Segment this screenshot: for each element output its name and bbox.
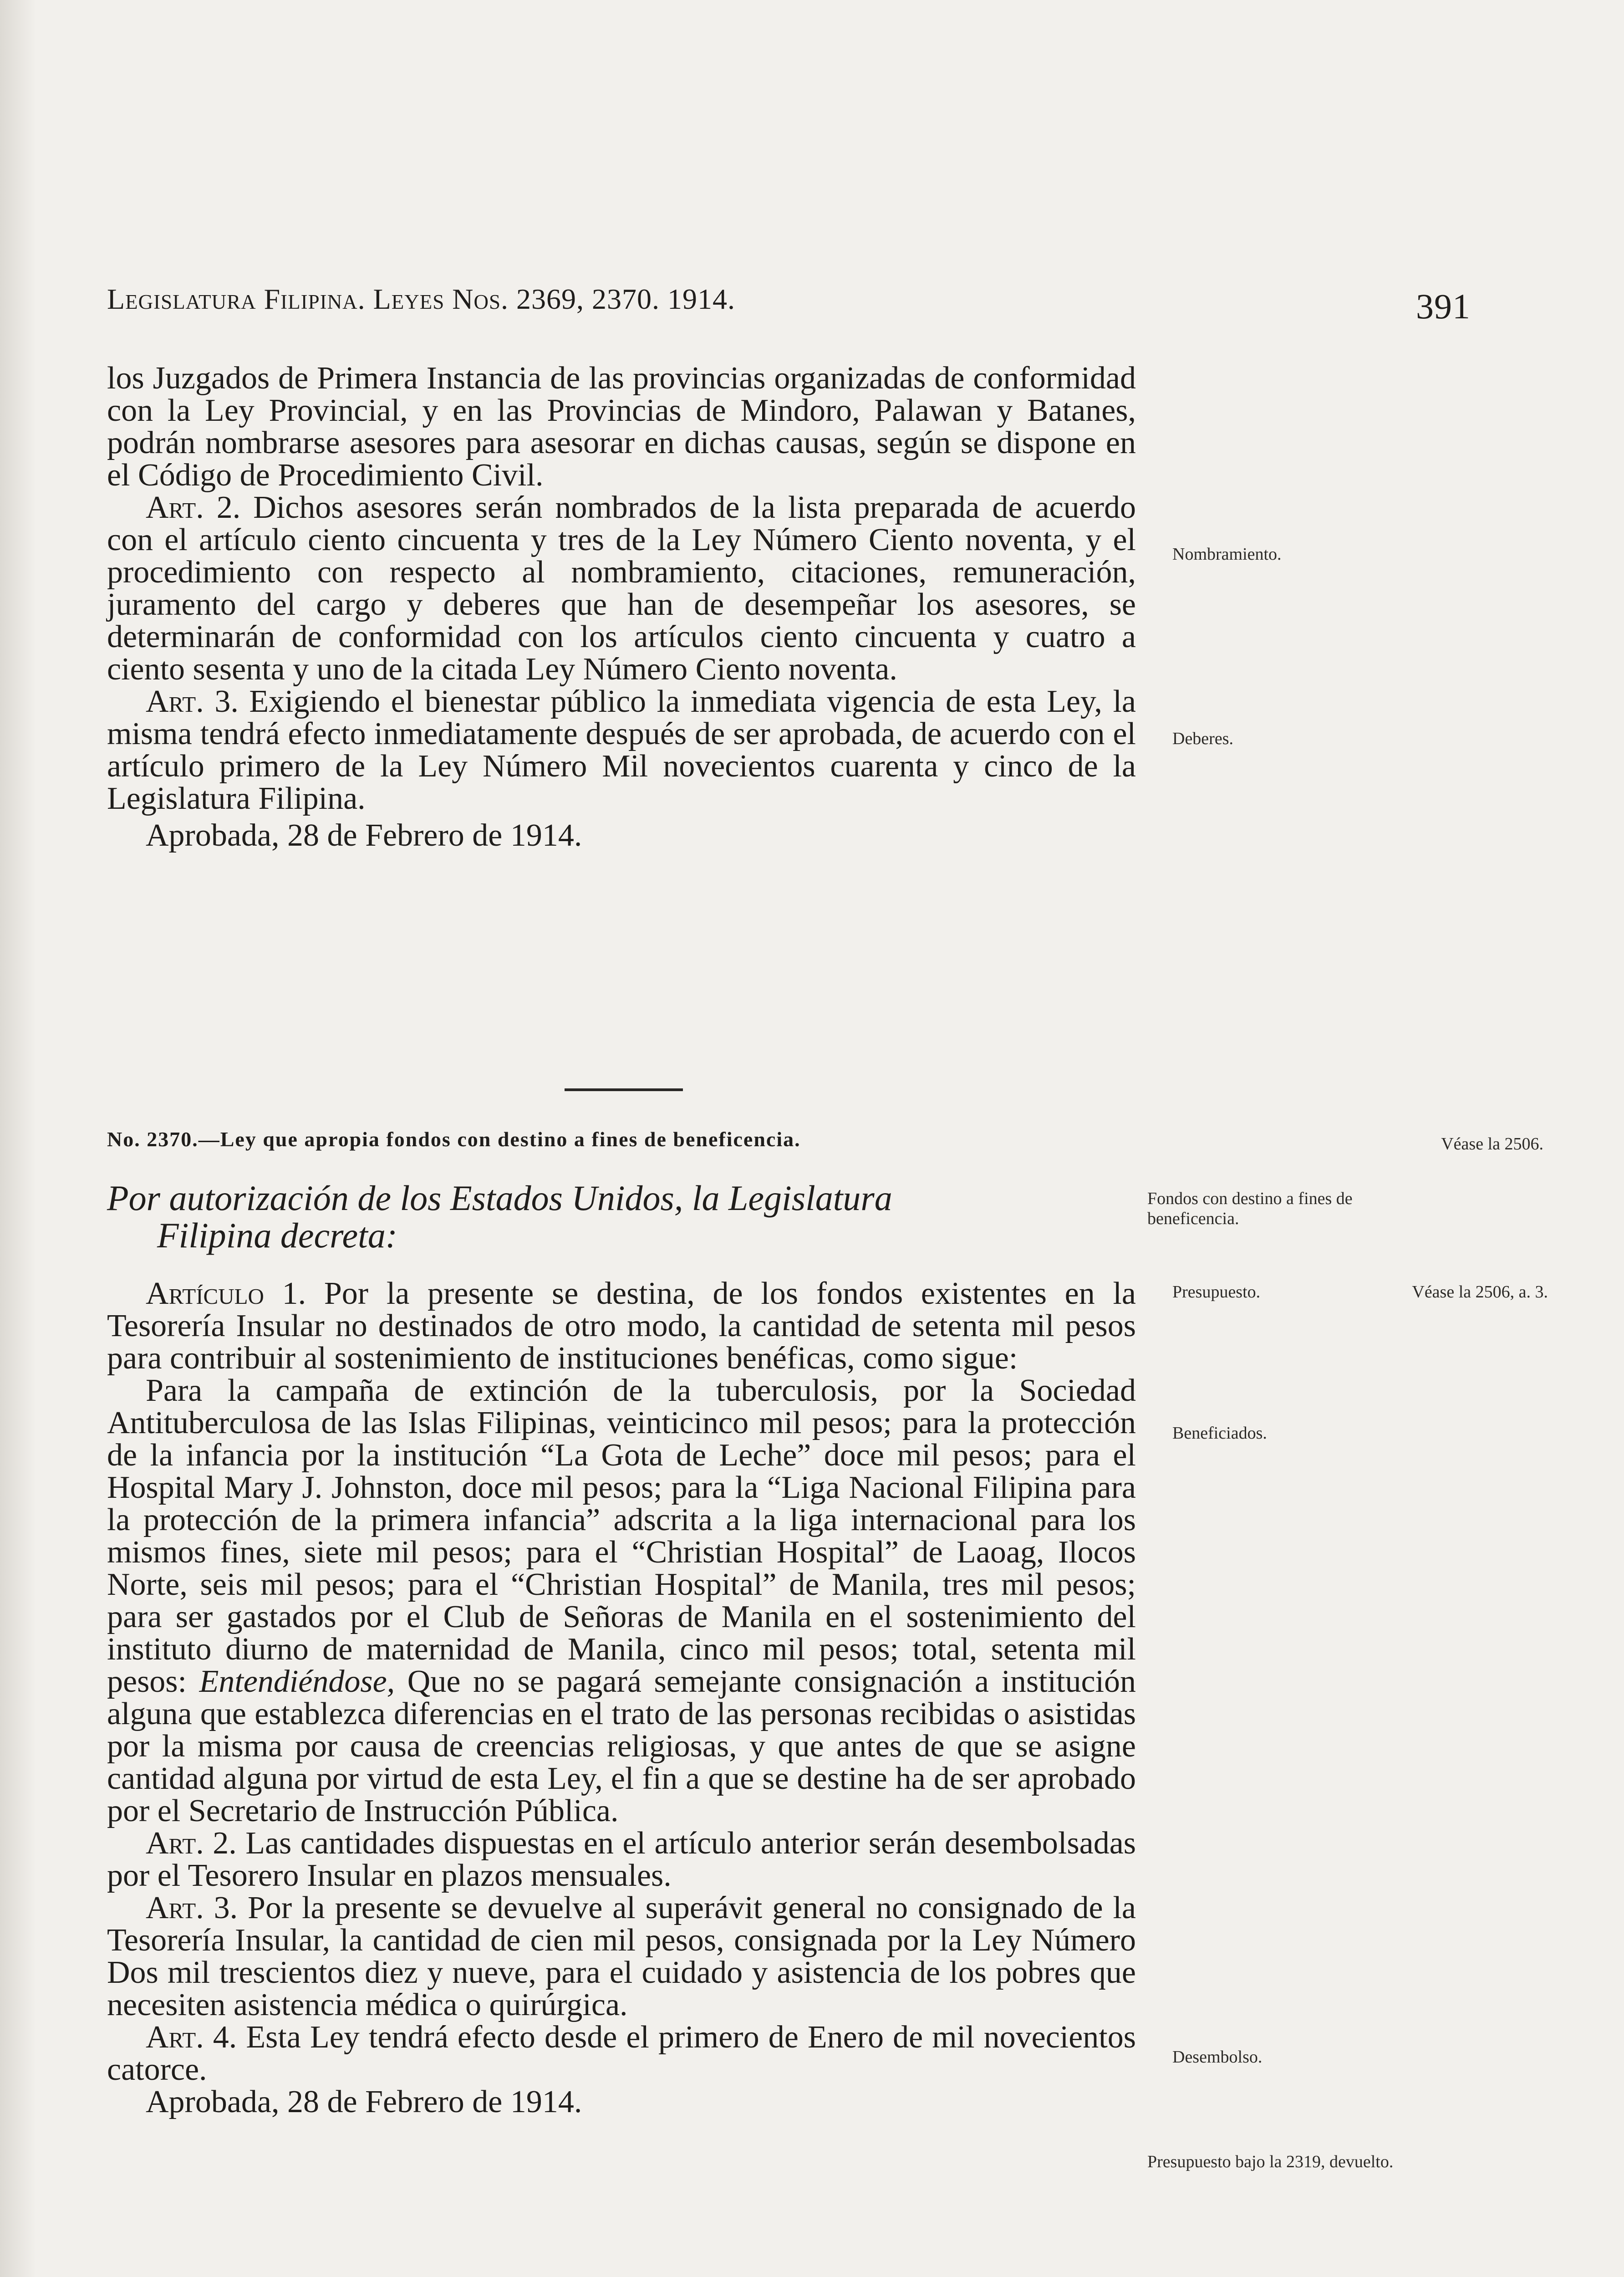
article-text: Por la presente se destina, de los fondos existentes en la Tesorería Insular no destinados de otro modo, la cantidad de setenta mil pesos para contribuir al sostenimiento de instituciones benéficas, como sigue: [107,1276,1136,1376]
proviso-keyword: Entendiéndose, [199,1664,395,1699]
enacting-clause [107,1179,1136,1254]
law-2369-art-3 [107,685,1136,815]
article-label: Art. 3. [146,1890,238,1925]
article-label: Artículo 1. [146,1276,306,1311]
page-number: 391 [1416,286,1471,326]
margin-note-nombramiento: Nombramiento. [1172,545,1282,564]
law-2370-art-2 [107,1827,1136,1892]
article-text: Esta Ley tendrá efecto desde el primero de Enero de mil novecientos catorce. [107,2020,1136,2087]
article-label: Art. 2. [146,1826,237,1861]
law-2369-body [107,362,1136,852]
section-divider [565,1088,683,1091]
law-2370-approved: Aprobada, 28 de Febrero de 1914. [146,2084,582,2119]
article-label: Art. 4. [146,2020,237,2055]
running-title: Legislatura Filipina. Leyes Nos. 2369, 2370. 1914. [107,283,735,315]
enacting-line-2: Filipina decreta: [157,1215,397,1255]
margin-note-beneficiados: Beneficiados. [1172,1424,1267,1443]
article-label: Art. 2. [146,490,241,525]
law-2369-art-2 [107,491,1136,685]
margin-note-desembolso: Desembolso. [1172,2047,1263,2067]
law-2369-continuation: los Juzgados de Primera Instancia de las provincias organizadas de conformidad con la Ley Provincial, y en las Provincias de Mindoro, Palawan y Batanes, podrán nombrarse asesores para asesorar en dichas causas, según se dispone en el Código de Procedimiento Civil. [107,361,1136,493]
enacting-line-1: Por autorización de los Estados Unidos, la Legislatura [107,1178,892,1218]
margin-note-fondos: Fondos con destino a fines de beneficencia. [1147,1189,1353,1228]
margin-note-vease-2506: Véase la 2506. [1441,1134,1543,1154]
law-2370-beneficiaries [107,1374,1136,1827]
running-header [107,282,1471,326]
beneficiaries-text: Para la campaña de extinción de la tuberculosis, por la Sociedad Antituberculosa de las Islas Filipinas, veinticinco mil pesos; para la protección de la infancia por la institución “La Gota de Leche” doce mil pesos; para el Hospital Mary J. Johnston, doce mil pesos; para la “Liga Nacional Filipina para la protección de la primera infancia” adscrita a la liga internacional para los mismos fines, siete mil pesos; para el “Christian Hospital” de Laoag, Ilocos Norte, seis mil pesos; para el “Christian Hospital” de Manila, tres mil pesos; para ser gastados por el Club de Señoras de Manila en el sostenimiento del instituto diurno de maternidad de Manila, cinco mil pesos; total, setenta mil pesos: [107,1373,1136,1699]
page-edge-shadow [0,0,36,2277]
margin-note-deberes: Deberes. [1172,729,1233,748]
proviso-text: Que no se pagará semejante consignación a institución alguna que establezca diferencias en el trato de las personas recibidas o asistidas por la misma por causa de creencias religiosas, y que antes de que se asigne cantidad alguna por virtud de esta Ley, el fin a que se destine ha de ser aprobado por el Secretario de Instrucción Pública. [107,1664,1136,1828]
law-2370-art-4 [107,2021,1136,2086]
law-2370-title: No. 2370.—Ley que apropia fondos con destino a fines de beneficencia. [107,1128,801,1151]
law-2370-art-1 [107,1277,1136,1374]
margin-note-presupuesto: Presupuesto. [1172,1282,1261,1302]
law-2370-body [107,1277,1136,2118]
article-text: Exigiendo el bienestar público la inmediata vigencia de esta Ley, la misma tendrá efecto inmediatamente después de ser aprobada, de acuerdo con el artículo primero de la Ley Número Mil novecientos cuarenta y cinco de la Legislatura Filipina. [107,684,1136,816]
margin-note-presupuesto-bajo: Presupuesto bajo la 2319, devuelto. [1147,2152,1394,2171]
law-2370-art-3 [107,1892,1136,2021]
article-text: Por la presente se devuelve al superávit general no consignado de la Tesorería Insular, la cantidad de cien mil pesos, consignada por la Ley Número Dos mil trescientos diez y nueve, para el cuidado y asistencia de los pobres que necesiten asistencia médica o quirúrgica. [107,1890,1136,2022]
article-text: Dichos asesores serán nombrados de la lista preparada de acuerdo con el artículo ciento cincuenta y tres de la Ley Número Ciento noventa, y el procedimiento con respecto al nombramiento, citaciones, remuneración, juramento del cargo y deberes que han de desempeñar los asesores, se determinarán de conformidad con los artículos ciento cincuenta y cuatro a ciento sesenta y uno de la citada Ley Número Ciento noventa. [107,490,1136,687]
article-text: Las cantidades dispuestas en el artículo anterior serán desembolsadas por el Tesorero Insular en plazos mensuales. [107,1826,1136,1893]
margin-note-vease-2506-a3: Véase la 2506, a. 3. [1412,1282,1548,1302]
law-2369-approved: Aprobada, 28 de Febrero de 1914. [146,818,582,853]
article-label: Art. 3. [146,684,239,719]
